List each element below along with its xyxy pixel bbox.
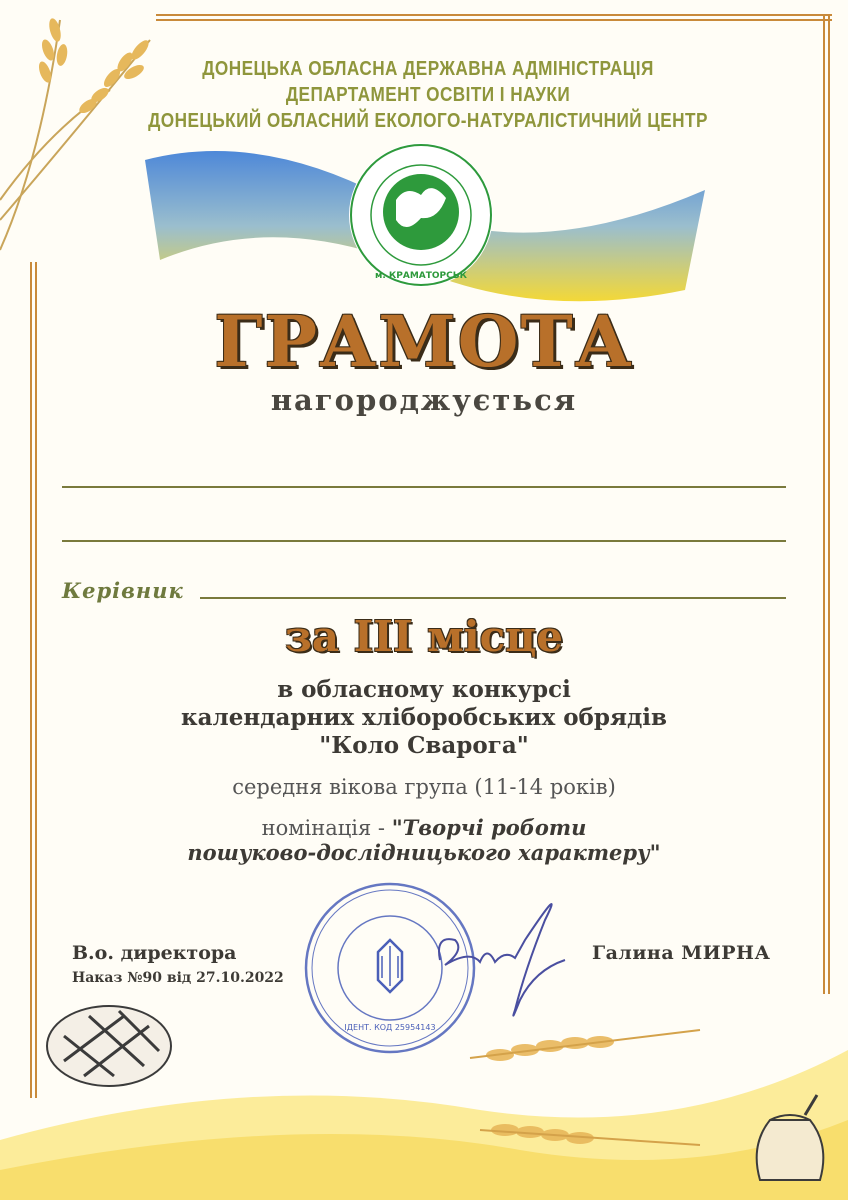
manager-label: Керівник xyxy=(62,578,184,603)
frame-top xyxy=(156,14,832,21)
header-center: ДОНЕЦЬКИЙ ОБЛАСНИЙ ЕКОЛОГО-НАТУРАЛІСТИЧНИЙ ЦЕНТР xyxy=(148,110,708,132)
recipient-line-1 xyxy=(62,486,786,488)
center-logo xyxy=(346,140,496,290)
order-reference: Наказ №90 від 27.10.2022 xyxy=(72,970,284,986)
awarded-subtitle: нагороджується xyxy=(270,383,578,417)
award-place: за ІІІ місце xyxy=(285,612,563,661)
nomination-line-1 xyxy=(0,815,848,840)
contest-line-3: "Коло Сварога" xyxy=(319,732,529,759)
bread-icon xyxy=(44,996,174,1088)
grain-sack-icon xyxy=(745,1090,835,1190)
contest-line-2: календарних хліборобських обрядів xyxy=(180,704,668,731)
nomination-prefix: номінація - xyxy=(261,816,392,840)
manager-line xyxy=(200,597,786,599)
logo-city-text: м. КРАМАТОРСЬК xyxy=(375,271,467,281)
header-administration: ДОНЕЦЬКА ОБЛАСНА ДЕРЖАВНА АДМІНІСТРАЦІЯ xyxy=(202,58,654,80)
director-signature xyxy=(425,890,575,1030)
contest-line-1: в обласному конкурсі xyxy=(277,676,571,703)
director-name: Галина МИРНА xyxy=(592,942,771,964)
age-group: середня вікова група (11-14 років) xyxy=(232,775,616,799)
stamp-code: ІДЕНТ. КОД 25954143 xyxy=(344,1023,436,1032)
header-department: ДЕПАРТАМЕНТ ОСВІТИ І НАУКИ xyxy=(285,84,571,106)
nomination-line-2: пошуково-дослідницького характеру" xyxy=(187,840,661,865)
recipient-line-2 xyxy=(62,540,786,542)
certificate-title: ГРАМОТА xyxy=(214,300,634,383)
director-position: В.о. директора xyxy=(72,942,237,964)
nomination-title-start: "Творчі роботи xyxy=(391,815,587,840)
